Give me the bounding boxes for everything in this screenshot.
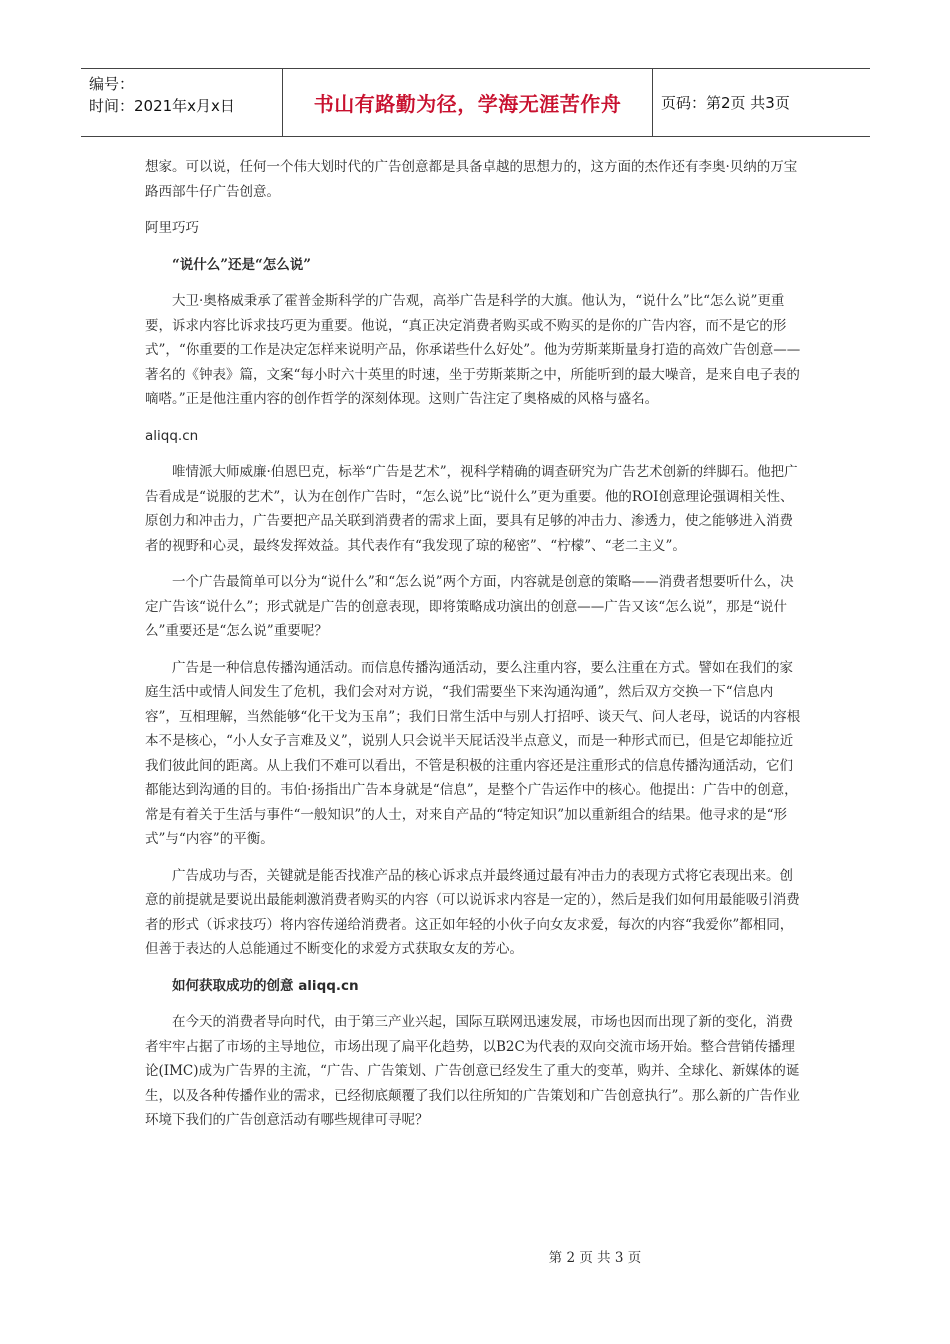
document-number-label: 编号： [89, 75, 135, 93]
source-tag: aliqq.cn [145, 427, 199, 444]
page-header [81, 68, 870, 137]
paragraph: 广告是一种信息传播沟通活动。而信息传播沟通活动，要么注重内容，要么注重在方式。譬如在我们的家庭生活中或情人间发生了危机，我们会对对方说，“我们需要坐下来沟通沟通”，然后双方交换一下“信息内容”，互相理解，当然能够“化干戈为玉帛”；我们日常生活中与别人打招呼、谈天气、问人老母，说话的内容根本不是核心，“小人女子言难及义”，说别人只会说半天屁话没半点意义，而是一种形式而已，但是它却能拉近我们彼此间的距离。从上我们不难可以看出，不管是积极的注重内容还是注重形式的信息传播沟通活动，它们都能达到沟通的目的。韦伯·扬指出广告本身就是“信息”，是整个广告运作中的核心。他提出：广告中的创意，常是有着关于生活与事件“一般知识”的人士，对来自产品的“特定知识”加以重新组合的结果。他寻求的是“形式”与“内容”的平衡。 [145, 659, 801, 847]
paragraph: 在今天的消费者导向时代，由于第三产业兴起，国际互联网迅速发展，市场也因而出现了新的变化，消费者牢牢占据了市场的主导地位，市场出现了扁平化趋势，以B2C为代表的双向交流市场开始。整合营销传播理论(IMC)成为广告界的主流，“广告、广告策划、广告创意已经发生了重大的变革，购并、全球化、新媒体的诞生，以及各种传播作业的需求，已经彻底颠覆了我们以往所知的广告策划和广告创意执行”。那么新的广告作业环境下我们的广告创意活动有哪些规律可寻呢？ [145, 1014, 800, 1128]
document-time-label: 时间：2021年x月x日 [89, 97, 235, 115]
document-body [145, 155, 805, 1145]
paragraph: 大卫·奥格威秉承了霍普金斯科学的广告观，高举广告是科学的大旗。他认为，“说什么”比“怎么说”更重要，诉求内容比诉求技巧更为重要。他说，“真正决定消费者购买或不购买的是你的广告内容，而不是它的形式”，“你重要的工作是决定怎样来说明产品，你承诺些什么好处”。他为劳斯莱斯量身打造的高效广告创意——著名的《钟表》篇，文案“每小时六十英里的时速，坐于劳斯莱斯之中，所能听到的最大噪音，是来自电子表的嘀嗒。”正是他注重内容的创作哲学的深刻体现。这则广告注定了奥格威的风格与盛名。 [145, 293, 801, 407]
section-heading: “说什么”还是“怎么说” [172, 256, 312, 273]
paragraph-continuation: 想家。可以说，任何一个伟大划时代的广告创意都是具备卓越的思想力的，这方面的杰作还有李奥·贝纳的万宝路西部牛仔广告创意。 [145, 159, 798, 200]
header-motto: 书山有路勤为径，学海无涯苦作舟 [283, 69, 653, 136]
paragraph: 广告成功与否，关键就是能否找准产品的核心诉求点并最终通过最有冲击力的表现方式将它表现出来。创意的前提就是要说出最能刺激消费者购买的内容（可以说诉求内容是一定的），然后是我们如何用最能吸引消费者的形式（诉求技巧）将内容传递给消费者。这正如年轻的小伙子向女友求爱，每次的内容“我爱你”都相同，但善于表达的人总能通过不断变化的求爱方式获取女友的芳心。 [145, 867, 800, 957]
header-page-label: 页码：第2页 共3页 [661, 94, 790, 112]
source-tag: 阿里巧巧 [145, 220, 199, 236]
paragraph: 一个广告最简单可以分为“说什么”和“怎么说”两个方面，内容就是创意的策略——消费者想要听什么，决定广告该“说什么”；形式就是广告的创意表现，即将策略成功演出的创意——广告又该“怎么说”，那是“说什么”重要还是“怎么说”重要呢？ [145, 574, 794, 639]
page-footer [0, 1246, 950, 1266]
header-meta-cell [81, 69, 283, 136]
section-heading: 如何获取成功的创意 aliqq.cn [172, 977, 359, 994]
footer-page-number: 第 2 页 共 3 页 [548, 1250, 642, 1266]
paragraph: 唯情派大师威廉·伯恩巴克，标举“广告是艺术”，视科学精确的调查研究为广告艺术创新的绊脚石。他把广告看成是“说服的艺术”，认为在创作广告时，“怎么说”比“说什么”更为重要。他的ROI创意理论强调相关性、原创力和冲击力，广告要把产品关联到消费者的需求上面，要具有足够的冲击力、渗透力，使之能够进入消费者的视野和心灵，最终发挥效益。其代表作有“我发现了琼的秘密”、“柠檬”、“老二主义”。 [145, 464, 798, 554]
